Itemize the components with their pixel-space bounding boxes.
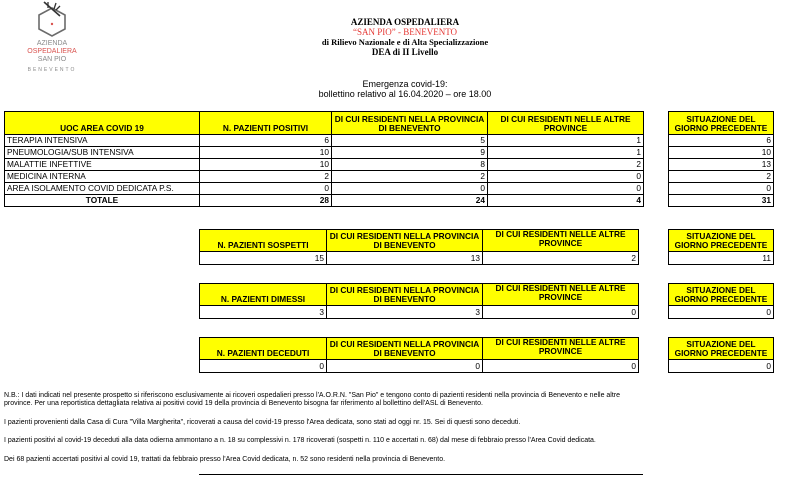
cell-altre-province: 0: [483, 360, 639, 373]
column-header-benevento: DI CUI RESIDENTI NELLA PROVINCIA DI BENEVENTO: [332, 112, 488, 135]
dimessi-table: [199, 283, 639, 319]
total-row: [5, 195, 644, 207]
column-header-benevento: DI CUI RESIDENTI NELLA PROVINCIA DI BENEVENTO: [327, 230, 483, 252]
cell-altre-province: 1: [488, 147, 644, 159]
column-header-altre-province: DI CUI RESIDENTI NELLE ALTRE PROVINCE: [483, 230, 639, 252]
sospetti-previous-day-table: [668, 229, 774, 265]
logo-text-benevento: BENEVENTO: [27, 67, 77, 73]
row-label: MALATTIE INFETTIVE: [5, 159, 200, 171]
table-row: [669, 252, 774, 265]
column-header-positivi: N. PAZIENTI POSITIVI: [200, 112, 332, 135]
logo-text-azienda: AZIENDA: [36, 40, 68, 47]
cell-altre-province: 0: [483, 306, 639, 319]
note-accertati: Dei 68 pazienti accertati positivi al covid 19, trattati da febbraio presso l'Area Covid dedicata, n. 52 sono residenti nella provincia di Benevento.: [4, 456, 446, 463]
column-header-benevento: DI CUI RESIDENTI NELLA PROVINCIA DI BENEVENTO: [327, 284, 483, 306]
cell-benevento: 13: [327, 252, 483, 265]
table-row: [5, 171, 644, 183]
column-header-uoc: UOC AREA COVID 19: [5, 112, 200, 135]
header-qualification: di Rilievo Nazionale e di Alta Specializzazione: [321, 37, 489, 47]
bulletin-title: Emergenza covid-19:: [362, 79, 448, 89]
cell-positivi: 6: [200, 135, 332, 147]
deceduti-table: [199, 337, 639, 373]
cell-previous: 10: [669, 147, 774, 159]
table-row: [669, 306, 774, 319]
footer-divider: [199, 474, 643, 475]
table-header-row: [669, 112, 774, 135]
hexagon-house-branch-icon: [34, 0, 70, 40]
row-label: AREA ISOLAMENTO COVID DEDICATA P.S.: [5, 183, 200, 195]
cell-benevento: 8: [332, 159, 488, 171]
column-header-deceduti: N. PAZIENTI DECEDUTI: [200, 338, 327, 360]
logo-text-ospedaliera: OSPEDALIERA: [27, 48, 77, 55]
hospital-logo: [18, 0, 86, 74]
cell-benevento: 3: [327, 306, 483, 319]
table-header-row: [200, 230, 639, 252]
table-row: [669, 171, 774, 183]
cell-positivi: 2: [200, 171, 332, 183]
cell-altre-province: 1: [488, 135, 644, 147]
table-row: [669, 360, 774, 373]
column-header-previous-day: SITUAZIONE DEL GIORNO PRECEDENTE: [669, 112, 774, 135]
note-nb-line-1: N.B.: I dati indicati nel presente prospetto si riferiscono esclusivamente ai ricoveri ospedalieri presso l'A.O.R.N. "San Pio" e tengono conto di pazienti residenti nella provincia di Benevento e nelle altre: [4, 392, 621, 399]
total-previous: 31: [669, 195, 774, 207]
total-label: TOTALE: [5, 195, 200, 207]
positivi-table: [4, 111, 644, 207]
column-header-previous-day: SITUAZIONE DEL GIORNO PRECEDENTE: [669, 338, 774, 360]
note-nb: [4, 392, 794, 408]
table-header-row: [5, 112, 644, 135]
cell-previous: 0: [669, 360, 774, 373]
cell-benevento: 2: [332, 171, 488, 183]
cell-benevento: 0: [332, 183, 488, 195]
cell-deceduti: 0: [200, 360, 327, 373]
note-nb-line-2: province. Per una reportistica dettagliata relativa ai positivi covid 19 della provincia di Benevento bisogna far riferimento al bollettino dell'ASL di Benevento.: [4, 400, 483, 407]
row-label: MEDICINA INTERNA: [5, 171, 200, 183]
column-header-altre-province: DI CUI RESIDENTI NELLE ALTRE PROVINCE: [483, 338, 639, 360]
table-row: [5, 183, 644, 195]
column-header-altre-province: DI CUI RESIDENTI NELLE ALTRE PROVINCE: [483, 284, 639, 306]
total-benevento: 24: [332, 195, 488, 207]
logo-text-san-pio: SAN PIO: [37, 56, 67, 63]
note-villa-margherita: I pazienti provenienti dalla Casa di Cura "Villa Margherita", ricoverati a causa del covid-19 presso l'Area dedicata, sono stati ad oggi nr. 15. Sei di questi sono deceduti.: [4, 419, 521, 426]
cell-previous: 0: [669, 183, 774, 195]
total-positivi: 28: [200, 195, 332, 207]
column-header-previous-day: SITUAZIONE DEL GIORNO PRECEDENTE: [669, 230, 774, 252]
bulletin-date: bollettino relativo al 16.04.2020 – ore 18.00: [318, 89, 492, 99]
cell-previous: 6: [669, 135, 774, 147]
table-row: [669, 147, 774, 159]
cell-positivi: 0: [200, 183, 332, 195]
table-header-row: [200, 284, 639, 306]
column-header-altre-province: DI CUI RESIDENTI NELLE ALTRE PROVINCE: [488, 112, 644, 135]
cell-benevento: 9: [332, 147, 488, 159]
header-title: AZIENDA OSPEDALIERA: [350, 17, 460, 27]
column-header-previous-day: SITUAZIONE DEL GIORNO PRECEDENTE: [669, 284, 774, 306]
cell-altre-province: 0: [488, 171, 644, 183]
table-header-row: [669, 338, 774, 360]
table-row: [200, 306, 639, 319]
cell-previous: 13: [669, 159, 774, 171]
sospetti-table: [199, 229, 639, 265]
column-header-dimessi: N. PAZIENTI DIMESSI: [200, 284, 327, 306]
deceduti-previous-day-table: [668, 337, 774, 373]
dimessi-previous-day-table: [668, 283, 774, 319]
cell-positivi: 10: [200, 159, 332, 171]
positivi-previous-day-table: [668, 111, 774, 207]
column-header-sospetti: N. PAZIENTI SOSPETTI: [200, 230, 327, 252]
table-row: [200, 252, 639, 265]
table-header-row: [200, 338, 639, 360]
cell-positivi: 10: [200, 147, 332, 159]
table-row: [5, 147, 644, 159]
cell-altre-province: 0: [488, 183, 644, 195]
table-row: [200, 360, 639, 373]
total-row: [669, 195, 774, 207]
cell-altre-province: 2: [488, 159, 644, 171]
table-header-row: [669, 230, 774, 252]
row-label: PNEUMOLOGIA/SUB INTENSIVA: [5, 147, 200, 159]
note-deceduti-total: I pazienti positivi al covid-19 deceduti alla data odierna ammontano a n. 18 su complessivi n. 178 ricoverati (sospetti n. 110 e accertati n. 68) dal mese di febbraio presso l'Area Covid dedicata.: [4, 437, 596, 444]
cell-benevento: 0: [327, 360, 483, 373]
table-row: [5, 135, 644, 147]
column-header-benevento: DI CUI RESIDENTI NELLA PROVINCIA DI BENEVENTO: [327, 338, 483, 360]
cell-previous: 11: [669, 252, 774, 265]
cell-dimessi: 3: [200, 306, 327, 319]
table-row: [669, 135, 774, 147]
cell-sospetti: 15: [200, 252, 327, 265]
total-altre-province: 4: [488, 195, 644, 207]
table-row: [5, 159, 644, 171]
table-header-row: [669, 284, 774, 306]
cell-previous: 0: [669, 306, 774, 319]
table-row: [669, 183, 774, 195]
header-hospital-name: “SAN PIO” - BENEVENTO: [352, 27, 458, 37]
cell-previous: 2: [669, 171, 774, 183]
row-label: TERAPIA INTENSIVA: [5, 135, 200, 147]
cell-altre-province: 2: [483, 252, 639, 265]
cell-benevento: 5: [332, 135, 488, 147]
table-row: [669, 159, 774, 171]
header-dea-level: DEA di II Livello: [371, 47, 439, 57]
